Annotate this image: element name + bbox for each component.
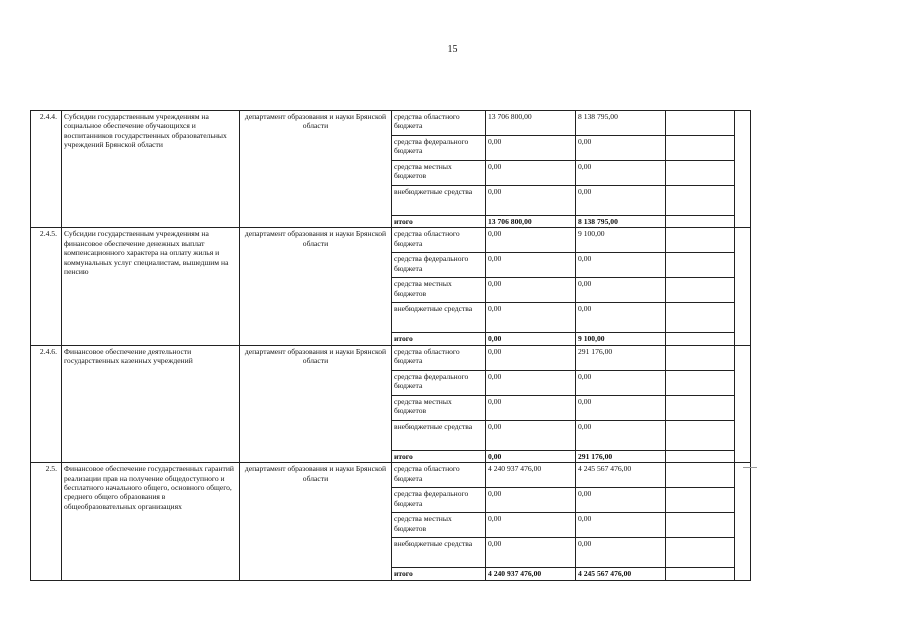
item-number: 2.4.4. bbox=[31, 111, 62, 228]
funding-source: средства местных бюджетов bbox=[392, 513, 486, 538]
amount-year-2: 0,00 bbox=[576, 161, 666, 186]
table-body bbox=[31, 111, 751, 581]
table-row bbox=[31, 228, 751, 253]
amount-year-2: 0,00 bbox=[576, 303, 666, 333]
item-number: 2.5. bbox=[31, 463, 62, 580]
amount-year-1: 0,00 bbox=[486, 161, 576, 186]
amount-year-1: 0,00 bbox=[486, 395, 576, 420]
empty-cell bbox=[666, 488, 735, 513]
empty-cell bbox=[666, 278, 735, 303]
funding-source: средства федерального бюджета bbox=[392, 488, 486, 513]
amount-year-2: 0,00 bbox=[576, 370, 666, 395]
page-number: 15 bbox=[447, 44, 458, 55]
funding-source: средства областного бюджета bbox=[392, 228, 486, 253]
empty-cell bbox=[666, 463, 735, 488]
total-label: итого bbox=[392, 568, 486, 580]
funding-source: средства местных бюджетов bbox=[392, 161, 486, 186]
funding-source: внебюджетные средства bbox=[392, 420, 486, 450]
funding-source: средства областного бюджета bbox=[392, 345, 486, 370]
item-name: Субсидии государственным учреждениям на финансовое обеспечение денежных выплат компенсационного характера на оплату жилья и коммунальных услуг специалистам, вышедшим на пенсию bbox=[62, 228, 240, 345]
empty-cell bbox=[666, 161, 735, 186]
item-executor: департамент образования и науки Брянской области bbox=[240, 345, 392, 462]
funding-source: средства федерального бюджета bbox=[392, 136, 486, 161]
amount-year-1: 0,00 bbox=[486, 278, 576, 303]
empty-cell bbox=[735, 345, 751, 462]
total-year-1: 4 240 937 476,00 bbox=[486, 568, 576, 580]
amount-year-2: 0,00 bbox=[576, 538, 666, 568]
item-number: 2.4.6. bbox=[31, 345, 62, 462]
empty-cell bbox=[666, 136, 735, 161]
amount-year-2: 0,00 bbox=[576, 488, 666, 513]
total-year-2: 4 245 567 476,00 bbox=[576, 568, 666, 580]
amount-year-2: 0,00 bbox=[576, 420, 666, 450]
item-executor: департамент образования и науки Брянской области bbox=[240, 463, 392, 580]
empty-cell bbox=[666, 345, 735, 370]
amount-year-1: 0,00 bbox=[486, 253, 576, 278]
empty-cell bbox=[666, 370, 735, 395]
amount-year-2: 8 138 795,00 bbox=[576, 111, 666, 136]
budget-table bbox=[30, 110, 751, 581]
empty-cell bbox=[666, 568, 735, 580]
amount-year-2: 291 176,00 bbox=[576, 345, 666, 370]
funding-source: средства федерального бюджета bbox=[392, 253, 486, 278]
empty-cell bbox=[666, 303, 735, 333]
empty-cell bbox=[666, 450, 735, 462]
scan-mark bbox=[743, 467, 757, 468]
amount-year-1: 4 240 937 476,00 bbox=[486, 463, 576, 488]
empty-cell bbox=[735, 228, 751, 345]
amount-year-1: 0,00 bbox=[486, 538, 576, 568]
total-label: итого bbox=[392, 333, 486, 345]
amount-year-1: 0,00 bbox=[486, 228, 576, 253]
amount-year-1: 0,00 bbox=[486, 136, 576, 161]
amount-year-2: 9 100,00 bbox=[576, 228, 666, 253]
empty-cell bbox=[666, 186, 735, 216]
funding-source: средства областного бюджета bbox=[392, 463, 486, 488]
empty-cell bbox=[666, 420, 735, 450]
empty-cell bbox=[666, 513, 735, 538]
total-label: итого bbox=[392, 450, 486, 462]
item-name: Субсидии государственным учреждениям на социальное обеспечение обучающихся и воспитанников государственных образовательных учреждений Брянской области bbox=[62, 111, 240, 228]
item-name: Финансовое обеспечение государственных гарантий реализации прав на получение общедоступного и бесплатного начального общего, основного общего, среднего общего образования в общеобразовательных организациях bbox=[62, 463, 240, 580]
amount-year-1: 0,00 bbox=[486, 488, 576, 513]
item-executor: департамент образования и науки Брянской области bbox=[240, 228, 392, 345]
amount-year-2: 0,00 bbox=[576, 278, 666, 303]
funding-source: внебюджетные средства bbox=[392, 538, 486, 568]
empty-cell bbox=[666, 216, 735, 228]
amount-year-2: 4 245 567 476,00 bbox=[576, 463, 666, 488]
empty-cell bbox=[666, 253, 735, 278]
amount-year-2: 0,00 bbox=[576, 253, 666, 278]
amount-year-1: 0,00 bbox=[486, 370, 576, 395]
funding-source: средства местных бюджетов bbox=[392, 278, 486, 303]
amount-year-2: 0,00 bbox=[576, 136, 666, 161]
funding-source: средства местных бюджетов bbox=[392, 395, 486, 420]
empty-cell bbox=[735, 463, 751, 580]
total-year-2: 291 176,00 bbox=[576, 450, 666, 462]
empty-cell bbox=[666, 228, 735, 253]
amount-year-2: 0,00 bbox=[576, 513, 666, 538]
table-row bbox=[31, 111, 751, 136]
total-year-1: 13 706 800,00 bbox=[486, 216, 576, 228]
amount-year-2: 0,00 bbox=[576, 186, 666, 216]
funding-source: средства областного бюджета bbox=[392, 111, 486, 136]
funding-source: средства федерального бюджета bbox=[392, 370, 486, 395]
funding-source: внебюджетные средства bbox=[392, 186, 486, 216]
total-year-2: 8 138 795,00 bbox=[576, 216, 666, 228]
empty-cell bbox=[666, 333, 735, 345]
amount-year-1: 0,00 bbox=[486, 420, 576, 450]
empty-cell bbox=[666, 111, 735, 136]
amount-year-1: 0,00 bbox=[486, 186, 576, 216]
item-executor: департамент образования и науки Брянской области bbox=[240, 111, 392, 228]
amount-year-2: 0,00 bbox=[576, 395, 666, 420]
amount-year-1: 13 706 800,00 bbox=[486, 111, 576, 136]
table-row bbox=[31, 345, 751, 370]
total-year-1: 0,00 bbox=[486, 450, 576, 462]
total-year-1: 0,00 bbox=[486, 333, 576, 345]
total-label: итого bbox=[392, 216, 486, 228]
total-year-2: 9 100,00 bbox=[576, 333, 666, 345]
table-row bbox=[31, 463, 751, 488]
item-name: Финансовое обеспечение деятельности государственных казенных учреждений bbox=[62, 345, 240, 462]
amount-year-1: 0,00 bbox=[486, 513, 576, 538]
amount-year-1: 0,00 bbox=[486, 345, 576, 370]
funding-source: внебюджетные средства bbox=[392, 303, 486, 333]
empty-cell bbox=[666, 538, 735, 568]
amount-year-1: 0,00 bbox=[486, 303, 576, 333]
empty-cell bbox=[735, 111, 751, 228]
empty-cell bbox=[666, 395, 735, 420]
item-number: 2.4.5. bbox=[31, 228, 62, 345]
